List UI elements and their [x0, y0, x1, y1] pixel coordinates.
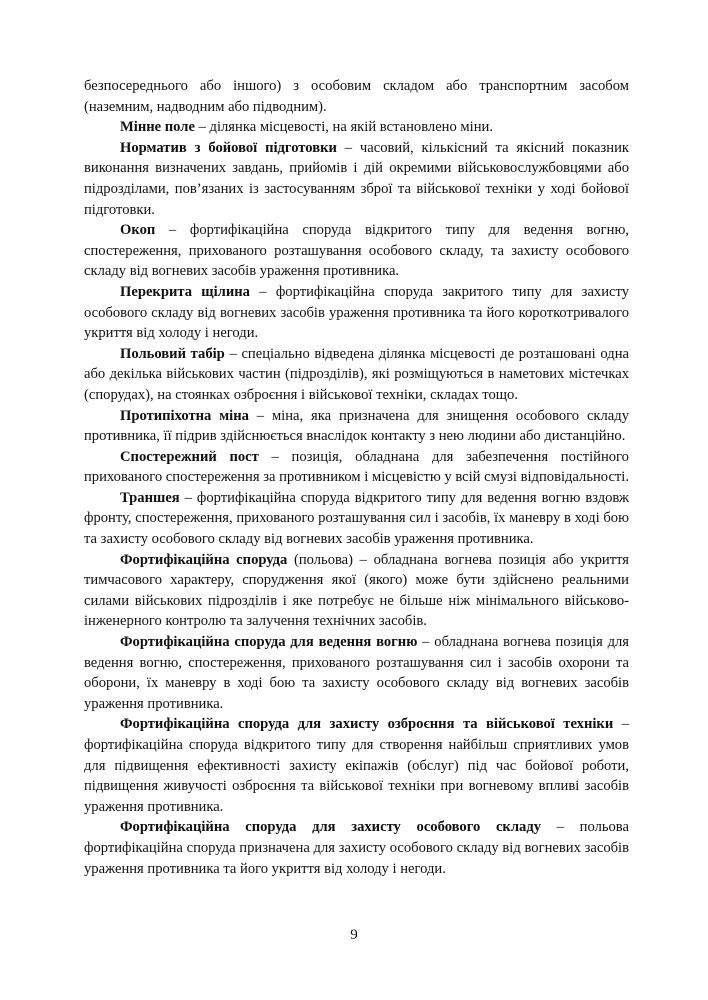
glossary-entry-fortification-equipment [84, 714, 629, 817]
glossary-entry-training-standard [84, 138, 629, 220]
term: Фортифікаційна споруда для ведення вогню [120, 634, 418, 651]
continuation-paragraph: безпосереднього або іншого) з особовим складом або транспортним засобом (наземним, надводним або підводним). [84, 78, 629, 115]
glossary-entry-antipersonnel-mine [84, 406, 629, 447]
glossary-entry-fortification-personnel [84, 817, 629, 879]
definition: – часовий, кількісний та якісний показник виконання визначених завдань, прийомів і дій окремими військовослужбовцями або підрозділами, пов’язаних із застосуванням зброї та військової техніки у ході бойової підготовки. [84, 139, 629, 218]
definition: – позиція, обладнана для забезпечення постійного прихованого спостереження за противником і місцевістю у всій смузі відповідальності. [84, 448, 630, 486]
definition: – фортифікаційна споруда закритого типу для захисту особового складу від вогневих засобів ураження противника та його короткотривалого укриття від холоду і негоди. [84, 283, 629, 342]
definition: – польова фортифікаційна споруда призначена для захисту особового складу від вогневих засобів ураження противника та його укриття від холоду і негоди. [84, 819, 629, 877]
definition: – міна, яка призначена для знищення особового складу противника, її підрив здійснюється внаслідок контакту з нею людини або дистанційно. [84, 407, 629, 445]
definition: – обладнана вогнева позиція для ведення вогню, спостереження, прихованого розташування сил і засобів охорони та оборони, їх маневру в ході бою та захисту особового складу від вогневих засобів ураження противника. [84, 634, 629, 712]
glossary-entry-minefield [84, 117, 629, 138]
glossary-entry-foxhole [84, 220, 629, 282]
definition: – спеціально відведена ділянка місцевості де розташовані одна або декілька військових частин (підрозділів), які розміщуються в наметових містечках (спорудах), на стоянках озброєння і військової техніки, складах тощо. [84, 345, 629, 403]
glossary-entry-observation-post [84, 447, 629, 488]
glossary-entry-fortification [84, 550, 629, 632]
term: Норматив з бойової підготовки [120, 139, 337, 156]
glossary-entry-field-camp [84, 344, 629, 406]
term: Фортифікаційна споруда [120, 551, 288, 568]
glossary-body [84, 76, 629, 879]
definition: – фортифікаційна споруда відкритого типу для ведення вогню вздовж фронту, спостереження, прихованого розташування сил і засобів, їх маневру в ході бою та захисту особового складу від вогневих засобів ураження противника. [84, 489, 629, 548]
glossary-entry-fortification-fire [84, 632, 629, 714]
definition: – фортифікаційна споруда відкритого типу для ведення вогню, спостереження, прихованого розташування особового складу, та захисту особового складу від вогневих засобів ураження противника. [84, 222, 629, 280]
glossary-entry-trench [84, 488, 629, 550]
term: Перекрита щілина [120, 283, 250, 300]
term: Протипіхотна міна [120, 407, 249, 424]
term: Окоп [120, 222, 156, 239]
definition: – ділянка місцевості, на якій встановлено міни. [194, 119, 493, 136]
page-number: 9 [350, 927, 358, 943]
definition: (польова) – обладнана вогнева позиція або укриття тимчасового характеру, спорудження якої (якого) може бути здійснено реальними силами військових підрозділів і яке потребує не більше ніж мінімального військово-інженерного контролю та залучення технічних засобів. [84, 551, 629, 630]
term: Траншея [120, 489, 180, 506]
term: Фортифікаційна споруда для захисту особового складу [120, 819, 541, 836]
term: Спостережний пост [120, 448, 259, 465]
definition: – фортифікаційна споруда відкритого типу для створення найбільш сприятливих умов для підвищення ефективності захисту екіпажів (обслуг) під час бойової роботи, підвищення живучості озброєння та військової техніки при вогневому впливі засобів ураження противника. [84, 716, 629, 815]
term: Польовий табір [120, 345, 225, 362]
term: Мінне поле [120, 119, 195, 136]
term: Фортифікаційна споруда для захисту озброєння та військової техніки [120, 716, 614, 733]
glossary-entry-covered-slit [84, 282, 629, 344]
